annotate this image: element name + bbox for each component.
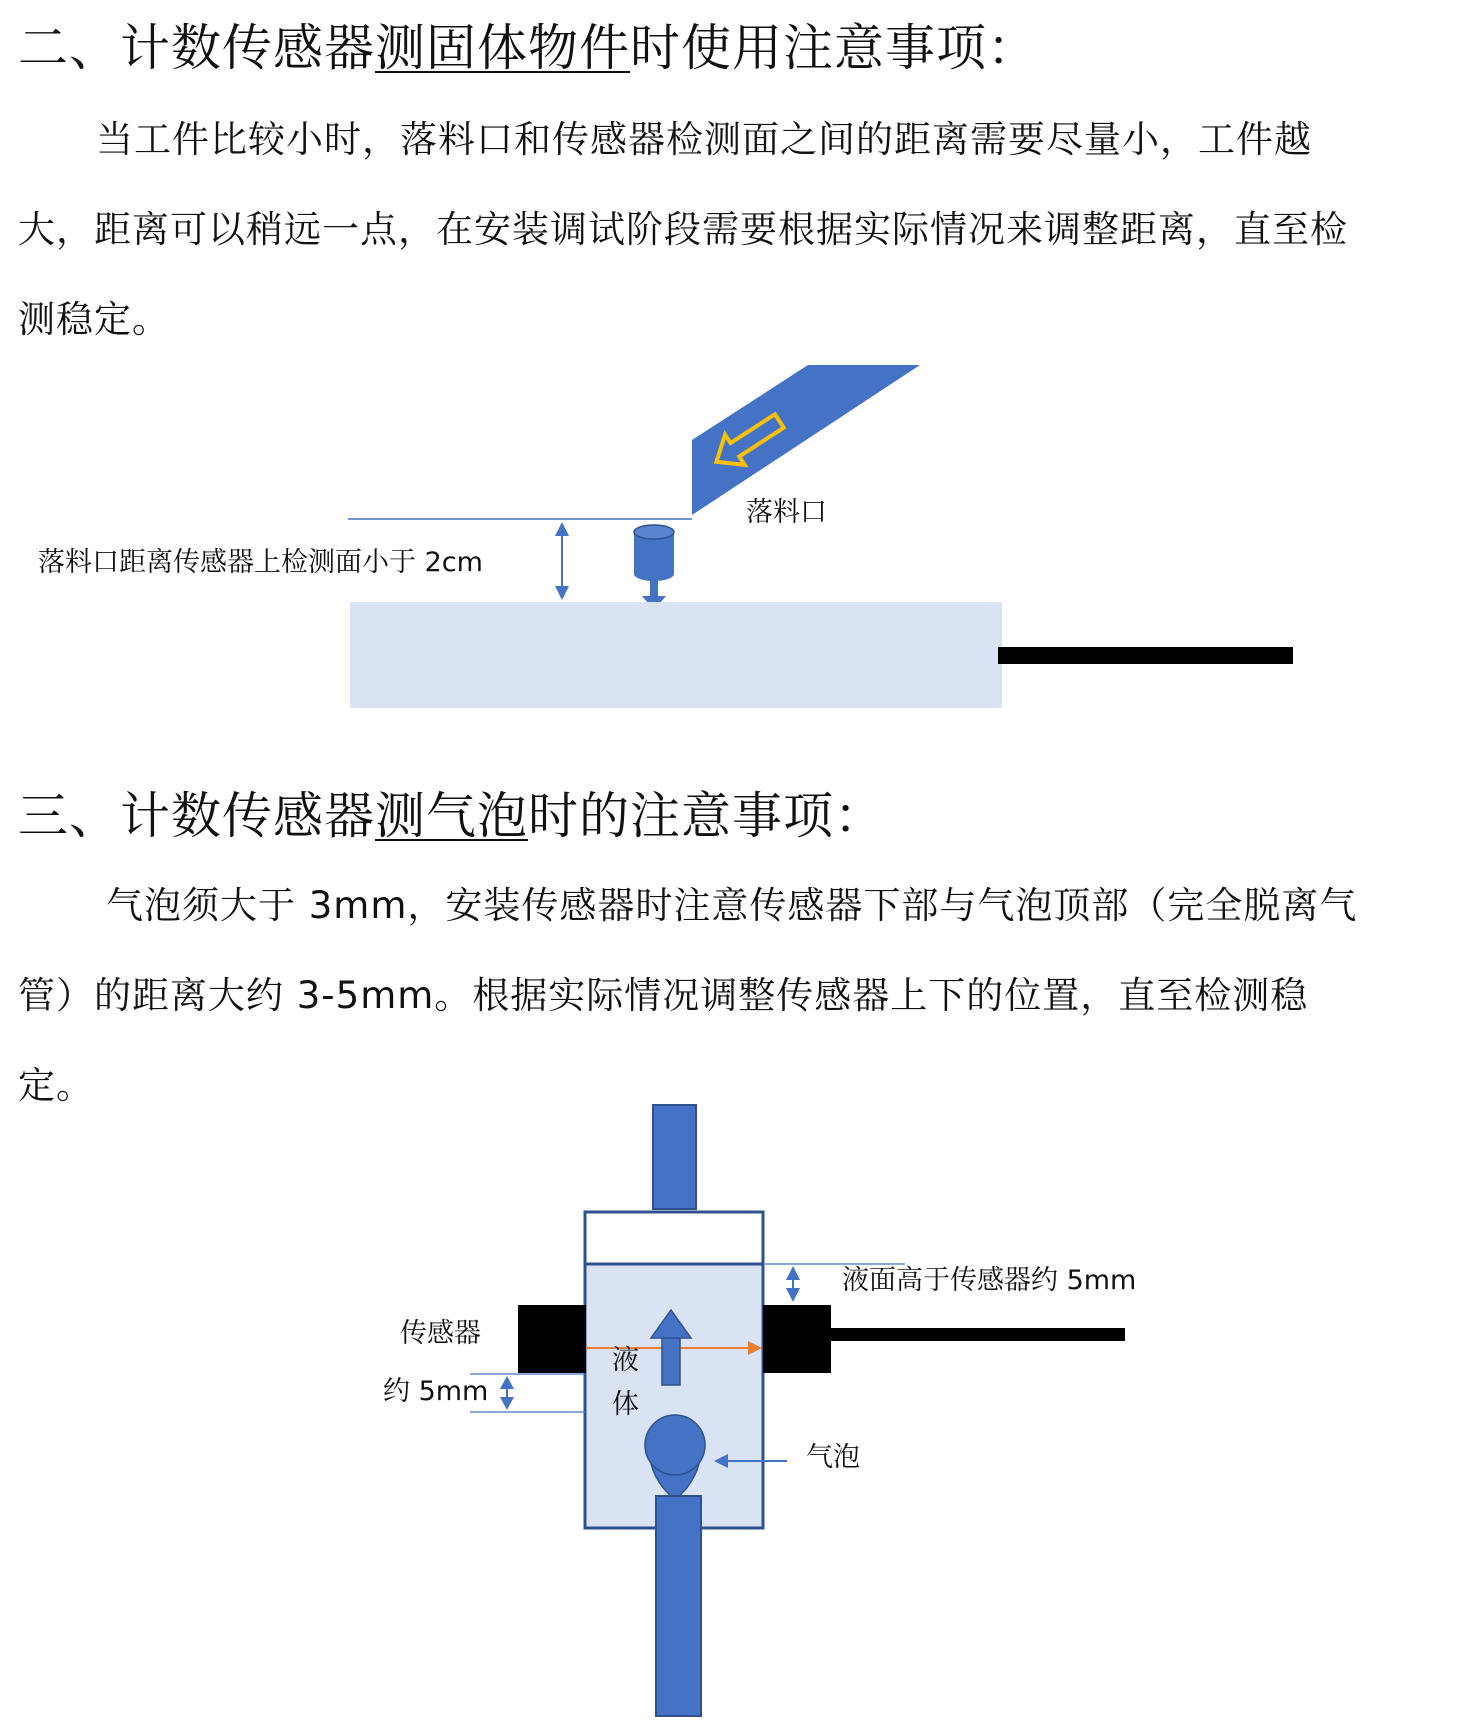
section3-heading: [18, 786, 885, 846]
section3-paragraph-line-2: 管）的距离大约 3-5mm。根据实际情况调整传感器上下的位置，直至检测稳: [18, 974, 1309, 1017]
bubble-label: 气泡: [806, 1442, 860, 1473]
section2-title-prefix: 二、计数传感器: [18, 19, 375, 77]
top-pipe: [653, 1105, 696, 1209]
gap-label: 约 5mm: [383, 1376, 489, 1407]
sensor-right: [763, 1305, 831, 1373]
section2-title-suffix: 时使用注意事项：: [630, 19, 1038, 77]
liquid-label-1: 液: [612, 1345, 639, 1376]
bottom-pipe: [656, 1496, 701, 1716]
section3-paragraph-line-1: 气泡须大于 3mm，安装传感器时注意传感器下部与气泡顶部（完全脱离气: [106, 884, 1358, 927]
section2-paragraph-line-3: 测稳定。: [18, 298, 170, 341]
gap-arrow: [500, 1376, 514, 1410]
distance-arrow: [555, 522, 569, 600]
section2-title-underlined: 测固体物件: [375, 19, 630, 77]
distance-label: 落料口距离传感器上检测面小于 2cm: [38, 547, 483, 578]
section3-title-underlined: 测气泡: [375, 787, 528, 845]
section2-paragraph-line-2: 大，距离可以稍远一点，在安装调试阶段需要根据实际情况来调整距离，直至检: [18, 208, 1348, 251]
liquid-label-2: 体: [612, 1389, 639, 1420]
sensor-cylinder: [634, 525, 674, 610]
sensor-right-cable: [830, 1328, 1125, 1341]
tube-cap: [585, 1212, 763, 1264]
liquid-level-arrow: [786, 1266, 800, 1302]
section3-paragraph-line-3: 定。: [18, 1064, 94, 1107]
liquid-level-label: 液面高于传感器约 5mm: [842, 1265, 1137, 1296]
section3-title-suffix: 时的注意事项：: [528, 787, 885, 845]
section2-paragraph-line-1: 当工件比较小时，落料口和传感器检测面之间的距离需要尽量小，工件越: [96, 118, 1312, 161]
sensor-left: [518, 1305, 586, 1373]
sensor-cable: [998, 647, 1293, 664]
bubble-diagram: [0, 1100, 1468, 1720]
chute-label: 落料口: [746, 497, 827, 528]
sensor-label: 传感器: [400, 1318, 481, 1349]
solid-object-diagram: [0, 340, 1468, 720]
section3-title-prefix: 三、计数传感器: [18, 787, 375, 845]
conveyor-block: [350, 602, 1002, 708]
section2-heading: [18, 18, 1038, 78]
